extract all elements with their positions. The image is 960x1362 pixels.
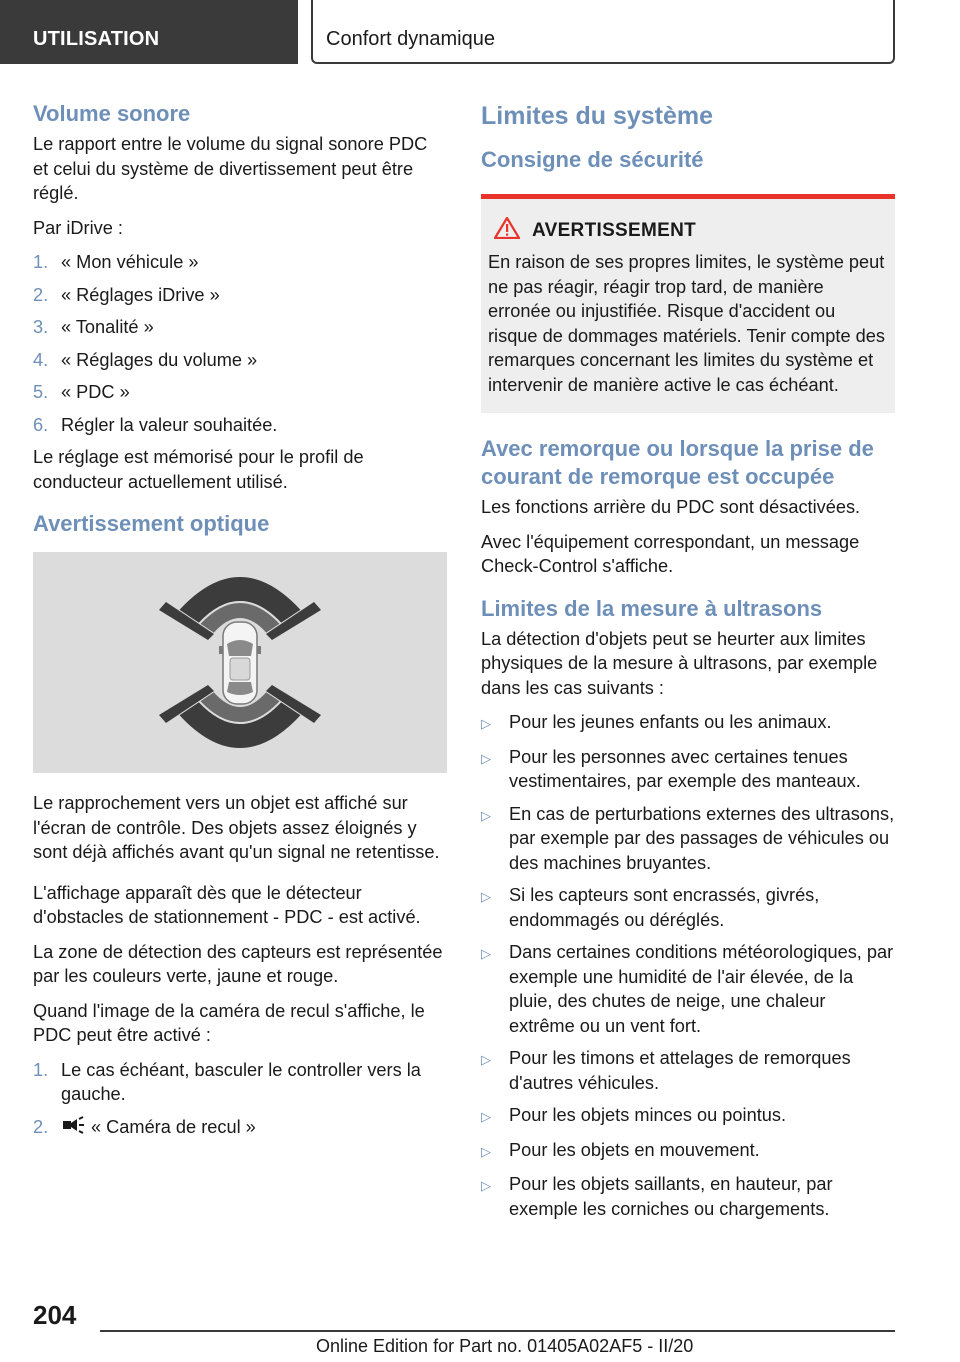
bullet-triangle-icon: ▷ xyxy=(481,716,491,731)
list-item xyxy=(481,1138,895,1165)
list-item xyxy=(481,1103,895,1130)
list-item xyxy=(33,250,447,275)
bullet-triangle-icon: ▷ xyxy=(481,807,491,823)
header-section-tab: UTILISATION xyxy=(0,0,298,64)
list-item xyxy=(481,1046,895,1095)
bullet-text: Pour les personnes avec certaines tenues vestimentaires, par exemple des manteaux. xyxy=(509,746,861,791)
footer-divider xyxy=(100,1330,895,1332)
bullet-triangle-icon: ▷ xyxy=(481,946,491,961)
bullet-text: Pour les timons et attelages de remorques d'autres véhicules. xyxy=(509,1048,851,1093)
list-item xyxy=(33,413,447,438)
list-item xyxy=(33,315,447,340)
list-item xyxy=(481,940,895,1038)
bullet-triangle-icon: ▷ xyxy=(481,1052,491,1067)
bullet-text: En cas de perturbations externes des ultrasons, par exemple par des passages de véhicules ou des machines bruyantes. xyxy=(509,803,895,873)
volume-heading: Volume sonore xyxy=(33,101,191,126)
list-item xyxy=(481,802,895,876)
list-item xyxy=(33,348,447,373)
header-chapter-title: Confort dynamique xyxy=(311,0,895,64)
optical-warning-heading: Avertissement optique xyxy=(33,511,270,536)
page-number: 204 xyxy=(33,1300,77,1330)
limits-heading: Limites du système xyxy=(481,102,714,130)
right-column xyxy=(481,100,895,1229)
trailer-heading: Avec remorque ou lorsque la prise de courant de remorque est occupée xyxy=(481,436,874,489)
step-text: « Mon véhicule » xyxy=(61,252,199,272)
bullet-text: Pour les objets minces ou pointus. xyxy=(509,1105,787,1125)
step-text: « Caméra de recul » xyxy=(91,1116,256,1137)
list-item xyxy=(481,745,895,794)
bullet-triangle-icon: ▷ xyxy=(481,889,491,904)
list-item xyxy=(33,1058,447,1107)
safety-heading: Consigne de sécurité xyxy=(481,147,704,172)
bullet-triangle-icon: ▷ xyxy=(481,1143,491,1159)
idrive-label: Par iDrive : xyxy=(33,217,123,238)
ultrasound-heading: Limites de la mesure à ultrasons xyxy=(481,595,823,621)
list-item xyxy=(481,1172,895,1221)
step-text: « Tonalité » xyxy=(61,317,154,337)
bullet-triangle-icon: ▷ xyxy=(481,1109,491,1124)
rear-camera-icon xyxy=(61,1115,91,1142)
bullet-text: Pour les objets saillants, en hauteur, par exemple les corniches ou chargements. xyxy=(509,1174,833,1219)
footer-edition: Online Edition for Part no. 01405A02AF5 - II/20 xyxy=(316,1336,694,1356)
ultrasound-intro: La détection d'objets peut se heurter aux limites physiques de la mesure à ultrasons, par exemple dans les cas suivants : xyxy=(481,628,878,698)
optical-para-2: L'affichage apparaît dès que le détecteur d'obstacles de stationnement - PDC - est activé. xyxy=(33,882,421,927)
step-number: 5. xyxy=(33,382,49,402)
step-number: 3. xyxy=(33,317,49,337)
camera-steps xyxy=(33,1058,447,1142)
stored-text: Le réglage est mémorisé pour le profil de conducteur actuellement utilisé. xyxy=(33,447,364,492)
pdc-car-icon xyxy=(33,552,447,773)
warning-box xyxy=(481,194,895,413)
list-item xyxy=(481,883,895,932)
step-text: « PDC » xyxy=(61,382,130,402)
bullet-triangle-icon: ▷ xyxy=(481,1178,491,1193)
ultrasound-limits-list xyxy=(481,710,895,1221)
optical-para-1: Le rapprochement vers un objet est affiché sur l'écran de contrôle. Des objets assez éloignés y sont déjà affichés avant qu'un signal ne retentisse. xyxy=(33,793,440,862)
list-item xyxy=(33,380,447,405)
bullet-triangle-icon: ▷ xyxy=(481,750,491,766)
warning-text: En raison de ses propres limites, le système peut ne pas réagir, réagir trop tard, de manière erronée ou injustifiée. Risque d'accident ou risque de dommages matériels. Tenir compte des remarques concernant les limites du système et intervenir de manière active le cas échéant. xyxy=(488,252,885,395)
pdc-display-illustration xyxy=(33,552,447,773)
optical-para-3: La zone de détection des capteurs est représentée par les couleurs verte, jaune et rouge. xyxy=(33,941,443,986)
volume-intro: Le rapport entre le volume du signal sonore PDC et celui du système de divertissement peut être réglé. xyxy=(33,134,428,203)
step-number: 4. xyxy=(33,349,49,370)
trailer-para-2: Avec l'équipement correspondant, un message Check-Control s'affiche. xyxy=(481,531,860,576)
optical-para-4: Quand l'image de la caméra de recul s'affiche, le PDC peut être activé : xyxy=(33,1000,425,1045)
step-number: 1. xyxy=(33,252,49,272)
list-item xyxy=(33,1115,447,1142)
step-text: Régler la valeur souhaitée. xyxy=(61,414,278,435)
warning-title xyxy=(488,217,888,244)
step-number: 2. xyxy=(33,284,49,305)
left-column xyxy=(33,100,447,1149)
step-text: « Réglages iDrive » xyxy=(61,284,220,305)
step-text: Le cas échéant, basculer le controller vers la gauche. xyxy=(61,1059,421,1104)
list-item xyxy=(481,710,895,737)
warning-triangle-icon xyxy=(494,217,520,244)
step-number: 2. xyxy=(33,1116,49,1137)
step-number: 6. xyxy=(33,414,49,435)
idrive-steps xyxy=(33,250,447,437)
step-text: « Réglages du volume » xyxy=(61,349,258,370)
list-item xyxy=(33,283,447,308)
trailer-para-1: Les fonctions arrière du PDC sont désactivées. xyxy=(481,497,861,517)
warning-label: AVERTISSEMENT xyxy=(532,219,697,241)
bullet-text: Pour les jeunes enfants ou les animaux. xyxy=(509,712,832,732)
bullet-text: Pour les objets en mouvement. xyxy=(509,1139,760,1160)
step-number: 1. xyxy=(33,1059,49,1080)
bullet-text: Dans certaines conditions météorologiques, par exemple une humidité de l'air élevée, de la pluie, des chutes de neige, une chaleur extrême ou un vent fort. xyxy=(509,942,894,1036)
bullet-text: Si les capteurs sont encrassés, givrés, endommagés ou déréglés. xyxy=(509,885,820,930)
